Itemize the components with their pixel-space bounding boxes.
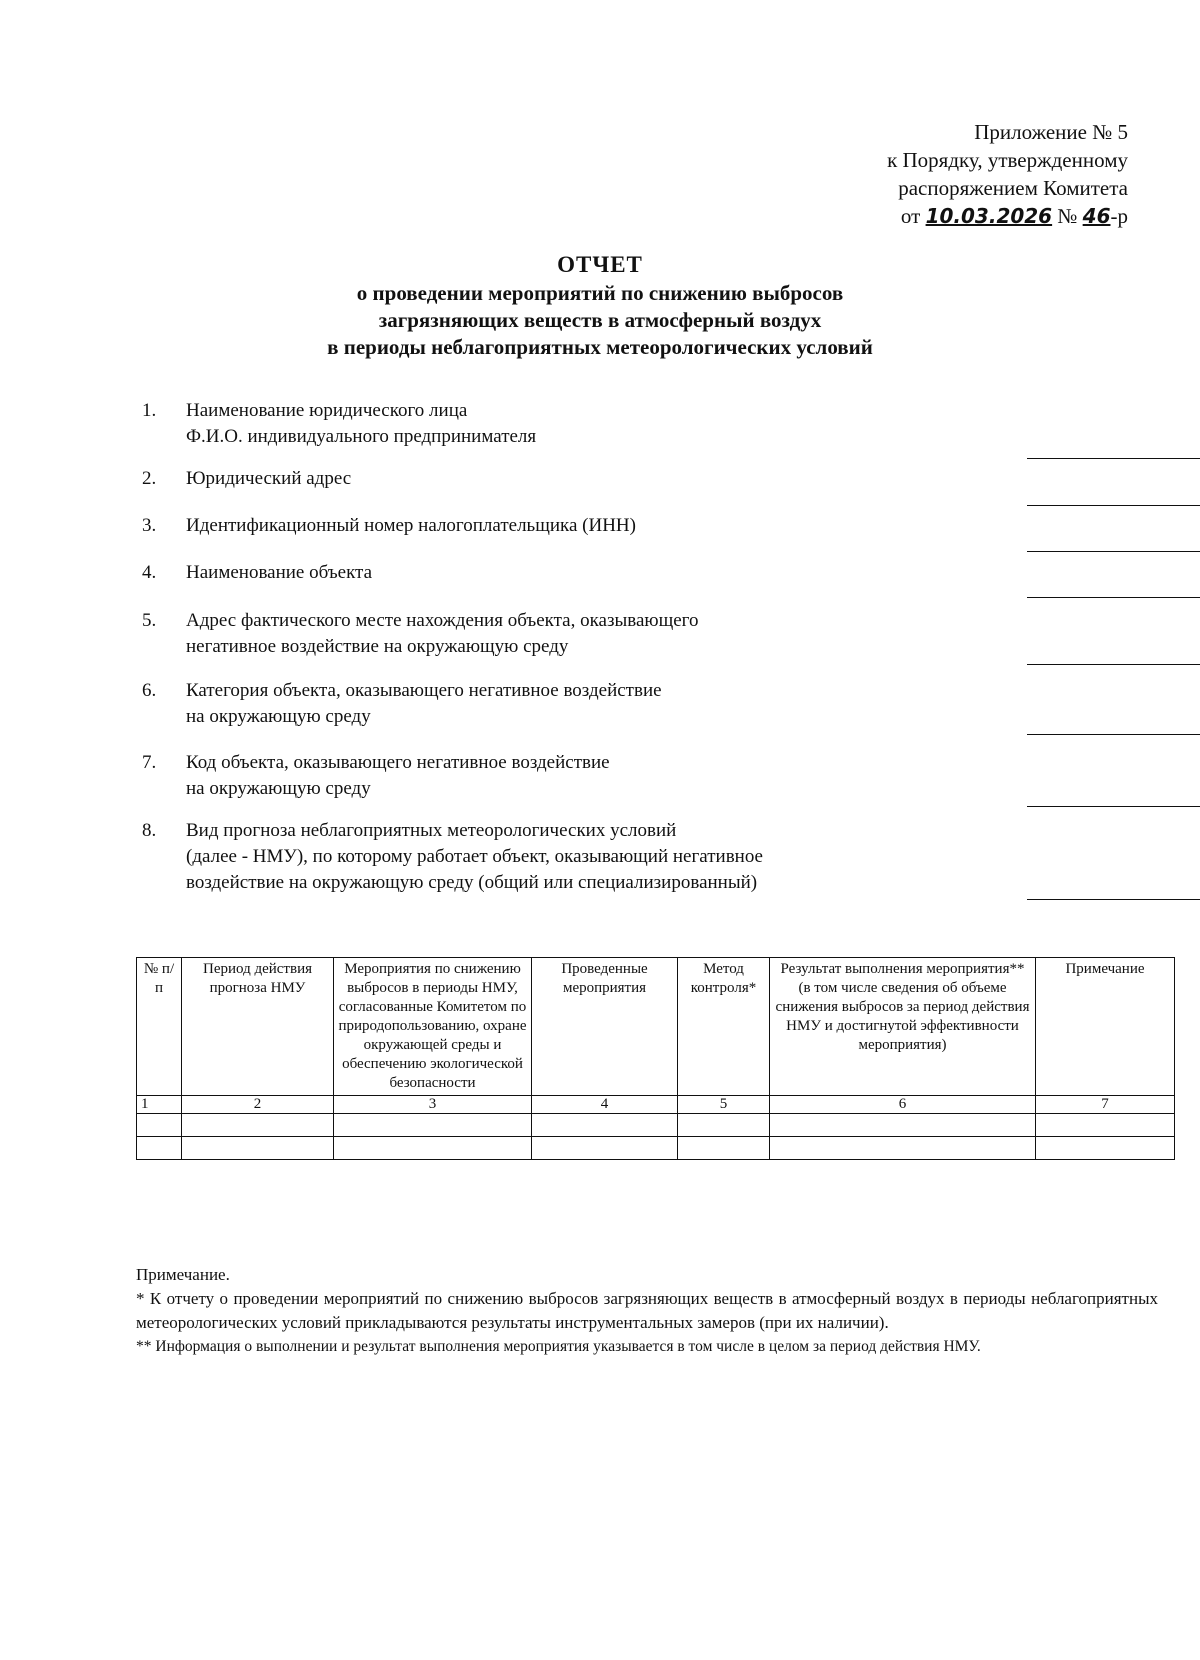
field-number: 4. <box>142 562 157 583</box>
field-label <box>186 608 886 660</box>
notes-section <box>136 1263 1158 1359</box>
note-2: ** Информация о выполнении и результат выполнения мероприятия указывается в том числе в целом за период действия НМУ. <box>136 1338 981 1355</box>
column-number-cell: 4 <box>532 1096 678 1114</box>
table-cell[interactable] <box>770 1137 1036 1160</box>
field-label <box>186 678 886 730</box>
field-label-line: на окружающую среду <box>186 778 371 799</box>
fill-line-2[interactable] <box>1027 505 1200 506</box>
field-number: 6. <box>142 680 157 701</box>
column-number-cell: 6 <box>770 1096 1036 1114</box>
report-title-block <box>0 250 1200 361</box>
field-label <box>186 466 886 492</box>
table-header-row <box>137 958 1175 1096</box>
field-label-line: воздействие на окружающую среду (общий или специализированный) <box>186 872 758 893</box>
table-cell[interactable] <box>770 1114 1036 1137</box>
header-cell: Проведенные мероприятия <box>532 958 678 1096</box>
appendix-number: 46 <box>1082 204 1111 228</box>
field-number: 5. <box>142 610 157 631</box>
notes-heading: Примечание. <box>136 1265 230 1284</box>
column-number-cell: 5 <box>678 1096 770 1114</box>
report-subtitle-2: загрязняющих веществ в атмосферный воздух <box>378 308 822 332</box>
table-row <box>137 1137 1175 1160</box>
column-number-row <box>137 1096 1175 1114</box>
table-cell[interactable] <box>1036 1114 1175 1137</box>
field-number: 1. <box>142 400 157 421</box>
note-1: * К отчету о проведении мероприятий по снижению выбросов загрязняющих веществ в атмосферный воздух в периоды неблагоприятных метеорологических условий прикладываются результаты инструментальных замеров (при их наличии). <box>136 1289 1158 1332</box>
header-cell: Период действия прогноза НМУ <box>182 958 334 1096</box>
column-number-cell: 2 <box>182 1096 334 1114</box>
column-number-cell: 3 <box>334 1096 532 1114</box>
field-number: 2. <box>142 468 157 489</box>
appendix-header <box>887 118 1128 230</box>
report-subtitle-1: о проведении мероприятий по снижению выбросов <box>356 281 844 305</box>
field-label-line: Наименование объекта <box>186 562 373 583</box>
appendix-line-2: к Порядку, утвержденному <box>887 148 1128 172</box>
table-cell[interactable] <box>182 1114 334 1137</box>
appendix-line-4 <box>887 202 1128 230</box>
field-label <box>186 398 886 450</box>
table-cell[interactable] <box>334 1114 532 1137</box>
table-cell[interactable] <box>1036 1137 1175 1160</box>
table-cell[interactable] <box>532 1137 678 1160</box>
column-number-cell: 7 <box>1036 1096 1175 1114</box>
fill-line-5[interactable] <box>1027 664 1200 665</box>
appendix-line-3: распоряжением Комитета <box>898 176 1128 200</box>
field-number: 7. <box>142 752 157 773</box>
field-label-line: Ф.И.О. индивидуального предпринимателя <box>186 426 537 447</box>
field-label-line: негативное воздействие на окружающую среду <box>186 636 569 657</box>
field-label-line: Код объекта, оказывающего негативное воздействие <box>186 752 610 773</box>
column-number-cell: 1 <box>137 1096 182 1114</box>
report-subtitle-3: в периоды неблагоприятных метеорологических условий <box>327 335 873 359</box>
table-row <box>137 1114 1175 1137</box>
table-cell[interactable] <box>182 1137 334 1160</box>
field-label <box>186 818 886 896</box>
field-number: 3. <box>142 515 157 536</box>
header-cell: Мероприятия по снижению выбросов в периоды НМУ, согласованные Комитетом по природопользованию, охране окружающей среды и обеспечению экологической безопасности <box>334 958 532 1096</box>
field-label <box>186 560 886 586</box>
report-title: ОТЧЕТ <box>557 252 643 277</box>
field-number: 8. <box>142 820 157 841</box>
header-cell: № п/п <box>137 958 182 1096</box>
field-label-line: Категория объекта, оказывающего негативное воздействие <box>186 680 662 701</box>
field-label-line: Идентификационный номер налогоплательщика (ИНН) <box>186 515 636 536</box>
appendix-from: от <box>900 204 921 228</box>
header-cell: Результат выполнения мероприятия** (в том числе сведения об объеме снижения выбросов за период действия НМУ и достигнутой эффективности мероприятия) <box>770 958 1036 1096</box>
table-cell[interactable] <box>137 1114 182 1137</box>
field-label-line: Юридический адрес <box>186 468 352 489</box>
table-cell[interactable] <box>678 1114 770 1137</box>
field-label-line: Вид прогноза неблагоприятных метеорологических условий <box>186 820 677 841</box>
fill-line-7[interactable] <box>1027 806 1200 807</box>
field-label-line: на окружающую среду <box>186 706 371 727</box>
measures-table <box>136 957 1175 1160</box>
field-label <box>186 750 886 802</box>
appendix-suffix: -р <box>1110 204 1128 228</box>
table-cell[interactable] <box>334 1137 532 1160</box>
table-cell[interactable] <box>532 1114 678 1137</box>
header-cell: Метод контроля* <box>678 958 770 1096</box>
table-cell[interactable] <box>678 1137 770 1160</box>
field-label-line: Адрес фактического месте нахождения объекта, оказывающего <box>186 610 699 631</box>
field-label-line: (далее - НМУ), по которому работает объект, оказывающий негативное <box>186 846 763 867</box>
appendix-number-sign: № <box>1057 204 1078 228</box>
table-cell[interactable] <box>137 1137 182 1160</box>
field-label <box>186 513 886 539</box>
appendix-line-1: Приложение № 5 <box>974 120 1128 144</box>
fill-line-8[interactable] <box>1027 899 1200 900</box>
fill-line-1[interactable] <box>1027 458 1200 459</box>
fill-line-3[interactable] <box>1027 551 1200 552</box>
field-label-line: Наименование юридического лица <box>186 400 468 421</box>
appendix-date: 10.03.2026 <box>925 204 1053 228</box>
header-cell: Примечание <box>1036 958 1175 1096</box>
fill-line-6[interactable] <box>1027 734 1200 735</box>
fill-line-4[interactable] <box>1027 597 1200 598</box>
